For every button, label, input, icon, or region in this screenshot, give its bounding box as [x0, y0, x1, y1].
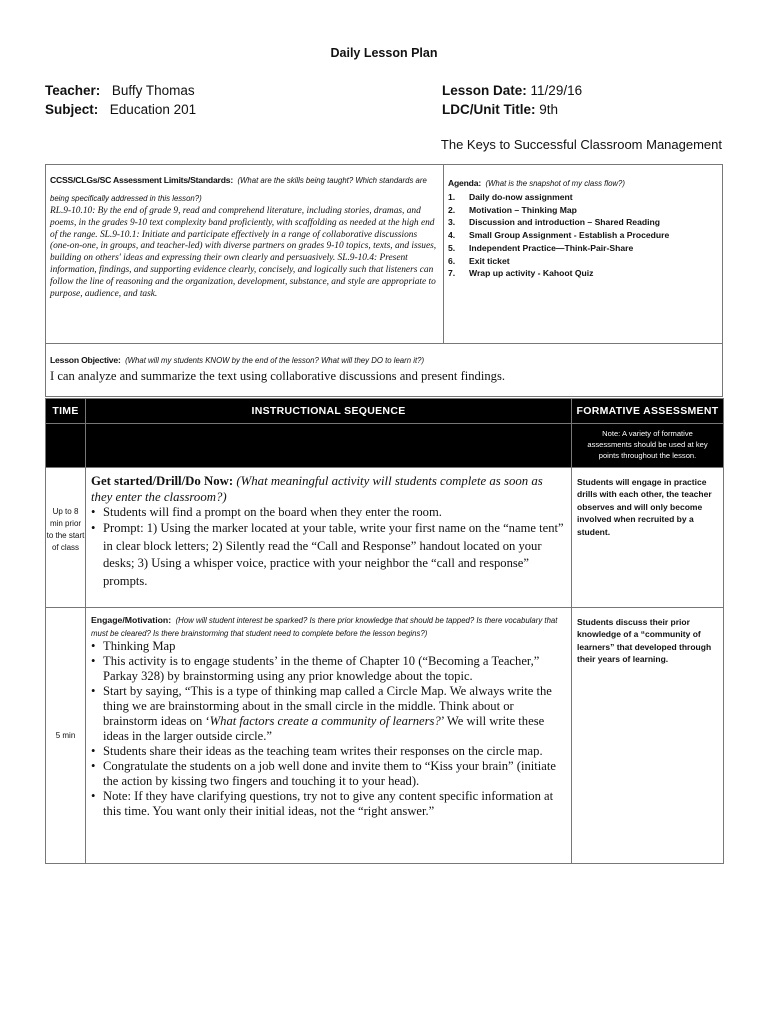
section-heading: Engage/Motivation: (How will student interest be sparked? Is there prior knowledge that should be tapped? Is there vocabulary that must be cleared? Is there brainstorming that student need to complete before the lesson begins?) — [91, 615, 558, 638]
table-row — [46, 608, 724, 864]
teacher-name: Buffy Thomas — [111, 83, 195, 98]
subject-label: Subject: — [45, 102, 99, 117]
list-item: • Thinking Map — [91, 639, 567, 654]
unit-title-continuation: The Keys to Successful Classroom Management — [440, 137, 722, 152]
list-item: • Students will find a prompt on the board when they enter the room. — [91, 505, 567, 520]
time-text: 5 min — [55, 730, 76, 740]
list-item: • Students share their ideas as the teaching team writes their responses on the circle map. — [91, 744, 567, 759]
bullet-list — [91, 505, 567, 590]
assessment-cell — [572, 468, 724, 608]
header-left — [45, 81, 196, 119]
agenda-list — [448, 191, 718, 280]
lesson-objective-box — [45, 344, 723, 397]
note-row-time-cell — [46, 424, 86, 468]
time-cell — [46, 468, 86, 608]
assessment-text: Students will engage in practice drills with each other, the teacher observes and will only become involved when recruited by a student. — [577, 477, 712, 537]
standards-cell — [46, 165, 444, 343]
list-item: • Note: If they have clarifying questions, try not to give any content specific information at this time. You want only their initial ideas, not the “right answer.” — [91, 789, 567, 819]
agenda-label: Agenda: — [448, 178, 481, 188]
subject-row — [45, 100, 196, 119]
unit-value: 9th — [539, 102, 559, 117]
sequence-cell — [86, 608, 572, 864]
table-header-row — [46, 399, 724, 424]
list-item: • Prompt: 1) Using the marker located at your table, write your first name on the “name tent” in clear block letters; 2) Silently read the “Call and Response” handout located on your desks; 3) Using a whisper voice, practice with your neighbor the “call and response” prompts. — [91, 520, 567, 590]
note-row — [46, 424, 724, 468]
time-cell — [46, 608, 86, 864]
agenda-hint: (What is the snapshot of my class flow?) — [485, 179, 625, 188]
col-header-time: TIME — [46, 399, 86, 424]
assessment-text: Students discuss their prior knowledge of a “community of learners” that developed through their years of learning. — [577, 617, 712, 665]
time-text: Up to 8 min prior to the start of class — [46, 507, 85, 552]
unit-label: LDC/Unit Title: — [442, 102, 536, 117]
subject-value: Education 201 — [109, 102, 197, 117]
unit-row — [442, 100, 582, 119]
agenda-cell — [444, 165, 722, 343]
teacher-label: Teacher: — [45, 83, 101, 98]
list-item: • Start by saying, “This is a type of thinking map called a Circle Map. We always write the thing we are brainstorming about in the small circle in the middle. Think about or brainstorm ideas on ‘What factors create a community of learners?’ We will write these ideas in the larger outside circle.” — [91, 684, 567, 744]
note-row-seq-cell — [86, 424, 572, 468]
agenda-item: 2. Motivation – Thinking Map — [448, 204, 577, 215]
agenda-item: 5. Independent Practice—Think-Pair-Share — [448, 242, 634, 253]
agenda-item: 1. Daily do-now assignment — [448, 192, 573, 202]
list-item: • Congratulate the students on a job well done and invite them to “Kiss your brain” (initiate the action by kissing two fingers and touching it to your head). — [91, 759, 567, 789]
objective-hint: (What will my students KNOW by the end of the lesson? What will they DO to learn it?) — [125, 356, 425, 365]
standards-hint: (What are the skills being taught? Which standards are being specifically addressed in this lesson?) — [50, 176, 427, 203]
agenda-item: 4. Small Group Assignment - Establish a Procedure — [448, 230, 670, 241]
bullet-list — [91, 639, 567, 819]
date-label: Lesson Date: — [442, 83, 527, 98]
objective-label: Lesson Objective: — [50, 355, 121, 365]
date-value: 11/29/16 — [530, 83, 583, 98]
section-heading: Get started/Drill/Do Now: (What meaningful activity will students complete as soon as they enter the classroom?) — [91, 474, 543, 504]
standards-label: CCSS/CLGs/SC Assessment Limits/Standards: — [50, 175, 233, 185]
objective-text: I can analyze and summarize the text using collaborative discussions and present findings. — [50, 369, 505, 383]
fa-note-cell — [572, 424, 724, 468]
teacher-row — [45, 81, 196, 100]
instructional-sequence-table — [45, 398, 724, 864]
agenda-item: 3. Discussion and introduction – Shared Reading — [448, 217, 660, 228]
date-row — [442, 81, 582, 100]
sequence-cell — [86, 468, 572, 608]
assessment-cell — [572, 608, 724, 864]
col-header-assessment: FORMATIVE ASSESSMENT — [572, 399, 724, 424]
col-header-sequence: INSTRUCTIONAL SEQUENCE — [86, 399, 572, 424]
standards-agenda-box — [45, 164, 723, 344]
document-title: Daily Lesson Plan — [330, 46, 438, 60]
header-right — [442, 81, 582, 119]
agenda-item: 7. Wrap up activity - Kahoot Quiz — [448, 268, 594, 279]
table-row — [46, 468, 724, 608]
agenda-item: 6. Exit ticket — [448, 255, 510, 266]
fa-note-text: Note: A variety of formative assessments should be used at key points throughout the lesson. — [587, 429, 708, 460]
standards-text: RL.9-10.10: By the end of grade 9, read and comprehend literature, including stories, dramas, and poems, in the grades 9-10 text complexity band proficiently, with scaffolding as needed at the high end of the range. SL.9-10.1: Initiate and participate effectively in a range of collaborative discussions (one-on-one, in groups, and teacher-led) with diverse partners on grades 9-10 topics, texts, and issues, building on others' ideas and expressing their own clearly and persuasively. SL.9-10.4: Present information, findings, and supporting evidence clearly, concisely, and logically such that listeners can follow the line of reasoning and the organization, development, substance, and style are appropriate to purpose, audience, and task. — [50, 206, 437, 299]
list-item: • This activity is to engage students’ in the theme of Chapter 10 (“Becoming a Teacher,” Parkay 328) by brainstorming using any prior knowledge about the topic. — [91, 654, 567, 684]
